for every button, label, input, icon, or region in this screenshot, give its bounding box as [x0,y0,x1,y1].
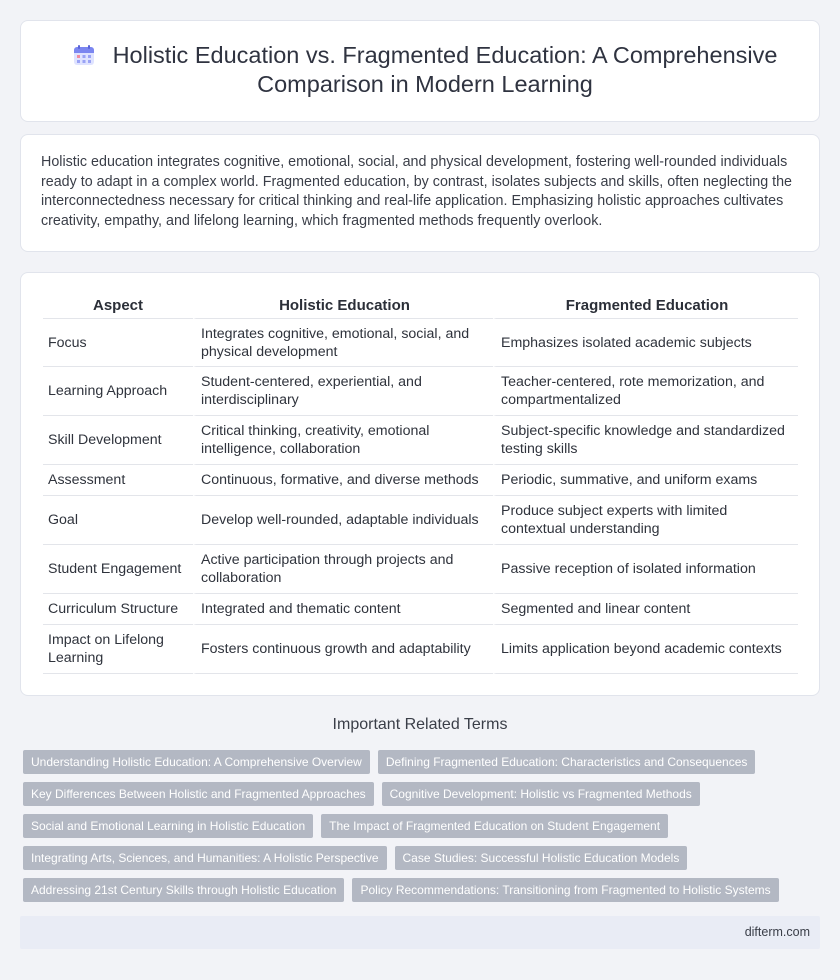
table-row [43,594,798,625]
table-row [43,416,798,465]
title-wrap [61,41,789,99]
header-holistic: Holistic Education [193,291,493,319]
cell-fragmented: Teacher-centered, rote memorization, and compartmentalized [493,367,798,416]
calendar-icon [73,44,95,66]
table-row [43,465,798,496]
cell-holistic: Fosters continuous growth and adaptability [193,625,493,674]
table-row [43,545,798,594]
related-term-link[interactable]: Case Studies: Successful Holistic Education Models [395,846,688,870]
cell-aspect: Curriculum Structure [43,594,193,625]
related-terms-title: Important Related Terms [332,716,508,733]
page-title [61,41,789,99]
cell-fragmented: Produce subject experts with limited contextual understanding [493,496,798,545]
footer-site[interactable]: difterm.com [744,925,810,939]
related-term-link[interactable]: Key Differences Between Holistic and Fragmented Approaches [23,782,374,806]
related-term-link[interactable]: Social and Emotional Learning in Holistic Education [23,814,313,838]
table-row [43,319,798,367]
intro-card [20,134,820,252]
tag-row [23,782,823,806]
related-term-link[interactable]: Addressing 21st Century Skills through Holistic Education [23,878,344,902]
cell-aspect: Assessment [43,465,193,496]
related-term-link[interactable]: Policy Recommendations: Transitioning from Fragmented to Holistic Systems [352,878,778,902]
cell-holistic: Integrated and thematic content [193,594,493,625]
cell-aspect: Student Engagement [43,545,193,594]
cell-fragmented: Periodic, summative, and uniform exams [493,465,798,496]
table-row [43,496,798,545]
tag-row [23,814,823,838]
footer [20,916,820,949]
page-title-text: Holistic Education vs. Fragmented Education: A Comprehensive Comparison in Modern Learning [112,42,778,97]
cell-fragmented: Emphasizes isolated academic subjects [493,319,798,367]
tag-row [23,878,823,902]
comparison-card [20,272,820,696]
cell-aspect: Impact on Lifelong Learning [43,625,193,674]
cell-fragmented: Limits application beyond academic contexts [493,625,798,674]
cell-holistic: Develop well-rounded, adaptable individuals [193,496,493,545]
cell-holistic: Critical thinking, creativity, emotional intelligence, collaboration [193,416,493,465]
cell-fragmented: Passive reception of isolated information [493,545,798,594]
table-row [43,367,798,416]
cell-aspect: Focus [43,319,193,367]
header-aspect: Aspect [43,291,193,319]
related-term-link[interactable]: Understanding Holistic Education: A Comprehensive Overview [23,750,370,774]
cell-holistic: Student-centered, experiential, and interdisciplinary [193,367,493,416]
tag-row [23,846,823,870]
cell-fragmented: Subject-specific knowledge and standardized testing skills [493,416,798,465]
intro-text: Holistic education integrates cognitive, emotional, social, and physical development, fostering well-rounded individuals ready to adapt in a complex world. Fragmented education, by contrast, isolates subjects and skills, often neglecting the interconnectedness necessary for critical thinking and real-life application. Emphasizing holistic approaches cultivates creativity, empathy, and lifelong learning, which fragmented methods frequently overlook. [41,154,793,230]
table-row [43,625,798,674]
related-term-link[interactable]: The Impact of Fragmented Education on Student Engagement [321,814,668,838]
cell-holistic: Continuous, formative, and diverse methods [193,465,493,496]
related-terms-list [23,750,823,910]
cell-holistic: Integrates cognitive, emotional, social, and physical development [193,319,493,367]
cell-fragmented: Segmented and linear content [493,594,798,625]
related-term-link[interactable]: Defining Fragmented Education: Characteristics and Consequences [378,750,756,774]
tag-row [23,750,823,774]
cell-holistic: Active participation through projects and collaboration [193,545,493,594]
comparison-table [43,291,798,674]
related-term-link[interactable]: Integrating Arts, Sciences, and Humanities: A Holistic Perspective [23,846,387,870]
cell-aspect: Goal [43,496,193,545]
cell-aspect: Skill Development [43,416,193,465]
header-fragmented: Fragmented Education [493,291,798,319]
header-card [20,20,820,122]
related-term-link[interactable]: Cognitive Development: Holistic vs Fragmented Methods [382,782,700,806]
table-header-row [43,291,798,319]
cell-aspect: Learning Approach [43,367,193,416]
